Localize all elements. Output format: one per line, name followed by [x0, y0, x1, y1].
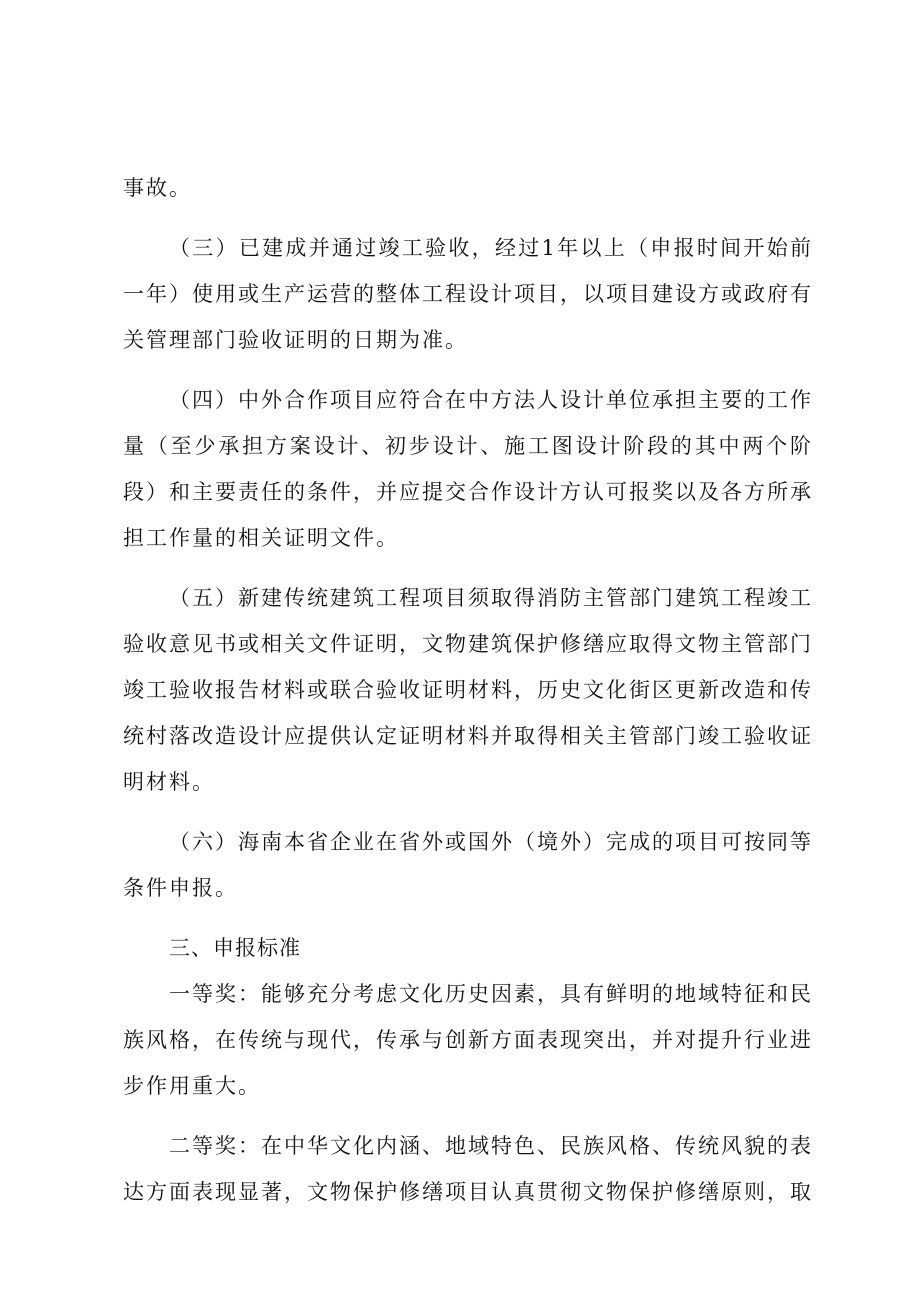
paragraph-item-4: （四）中外合作项目应符合在中方法人设计单位承担主要的工作量（至少承担方案设计、初步设计、施工图设计阶段的其中两个阶段）和主要责任的条件，并应提交合作设计方认可报奖以及各方所承担工作量的相关证明文件。 [123, 388, 813, 550]
paragraph-item-3: （三）已建成并通过竣工验收，经过1年以上（申报时间开始前一年）使用或生产运营的整体工程设计项目，以项目建设方或政府有关管理部门验收证明的日期为准。 [123, 236, 813, 352]
document-body [123, 165, 813, 1229]
paragraph-item-6: （六）海南本省企业在省外或国外（境外）完成的项目可按同等条件申报。 [123, 830, 813, 900]
paragraph-second-prize: 二等奖：在中华文化内涵、地域特色、民族风格、传统风貌的表达方面表现显著，文物保护修缮项目认真贯彻文物保护修缮原则，取 [123, 1134, 813, 1204]
section-heading: 三、申报标准 [169, 936, 301, 960]
paragraph-continuation: 事故。 [123, 176, 192, 200]
paragraph-item-5: （五）新建传统建筑工程项目须取得消防主管部门建筑工程竣工验收意见书或相关文件证明，文物建筑保护修缮应取得文物主管部门竣工验收报告材料或联合验收证明材料，历史文化街区更新改造和传统村落改造设计应提供认定证明材料并取得相关主管部门竣工验收证明材料。 [123, 586, 813, 794]
paragraph-first-prize: 一等奖：能够充分考虑文化历史因素，具有鲜明的地域特征和民族风格，在传统与现代，传承与创新方面表现突出，并对提升行业进步作用重大。 [123, 982, 813, 1098]
